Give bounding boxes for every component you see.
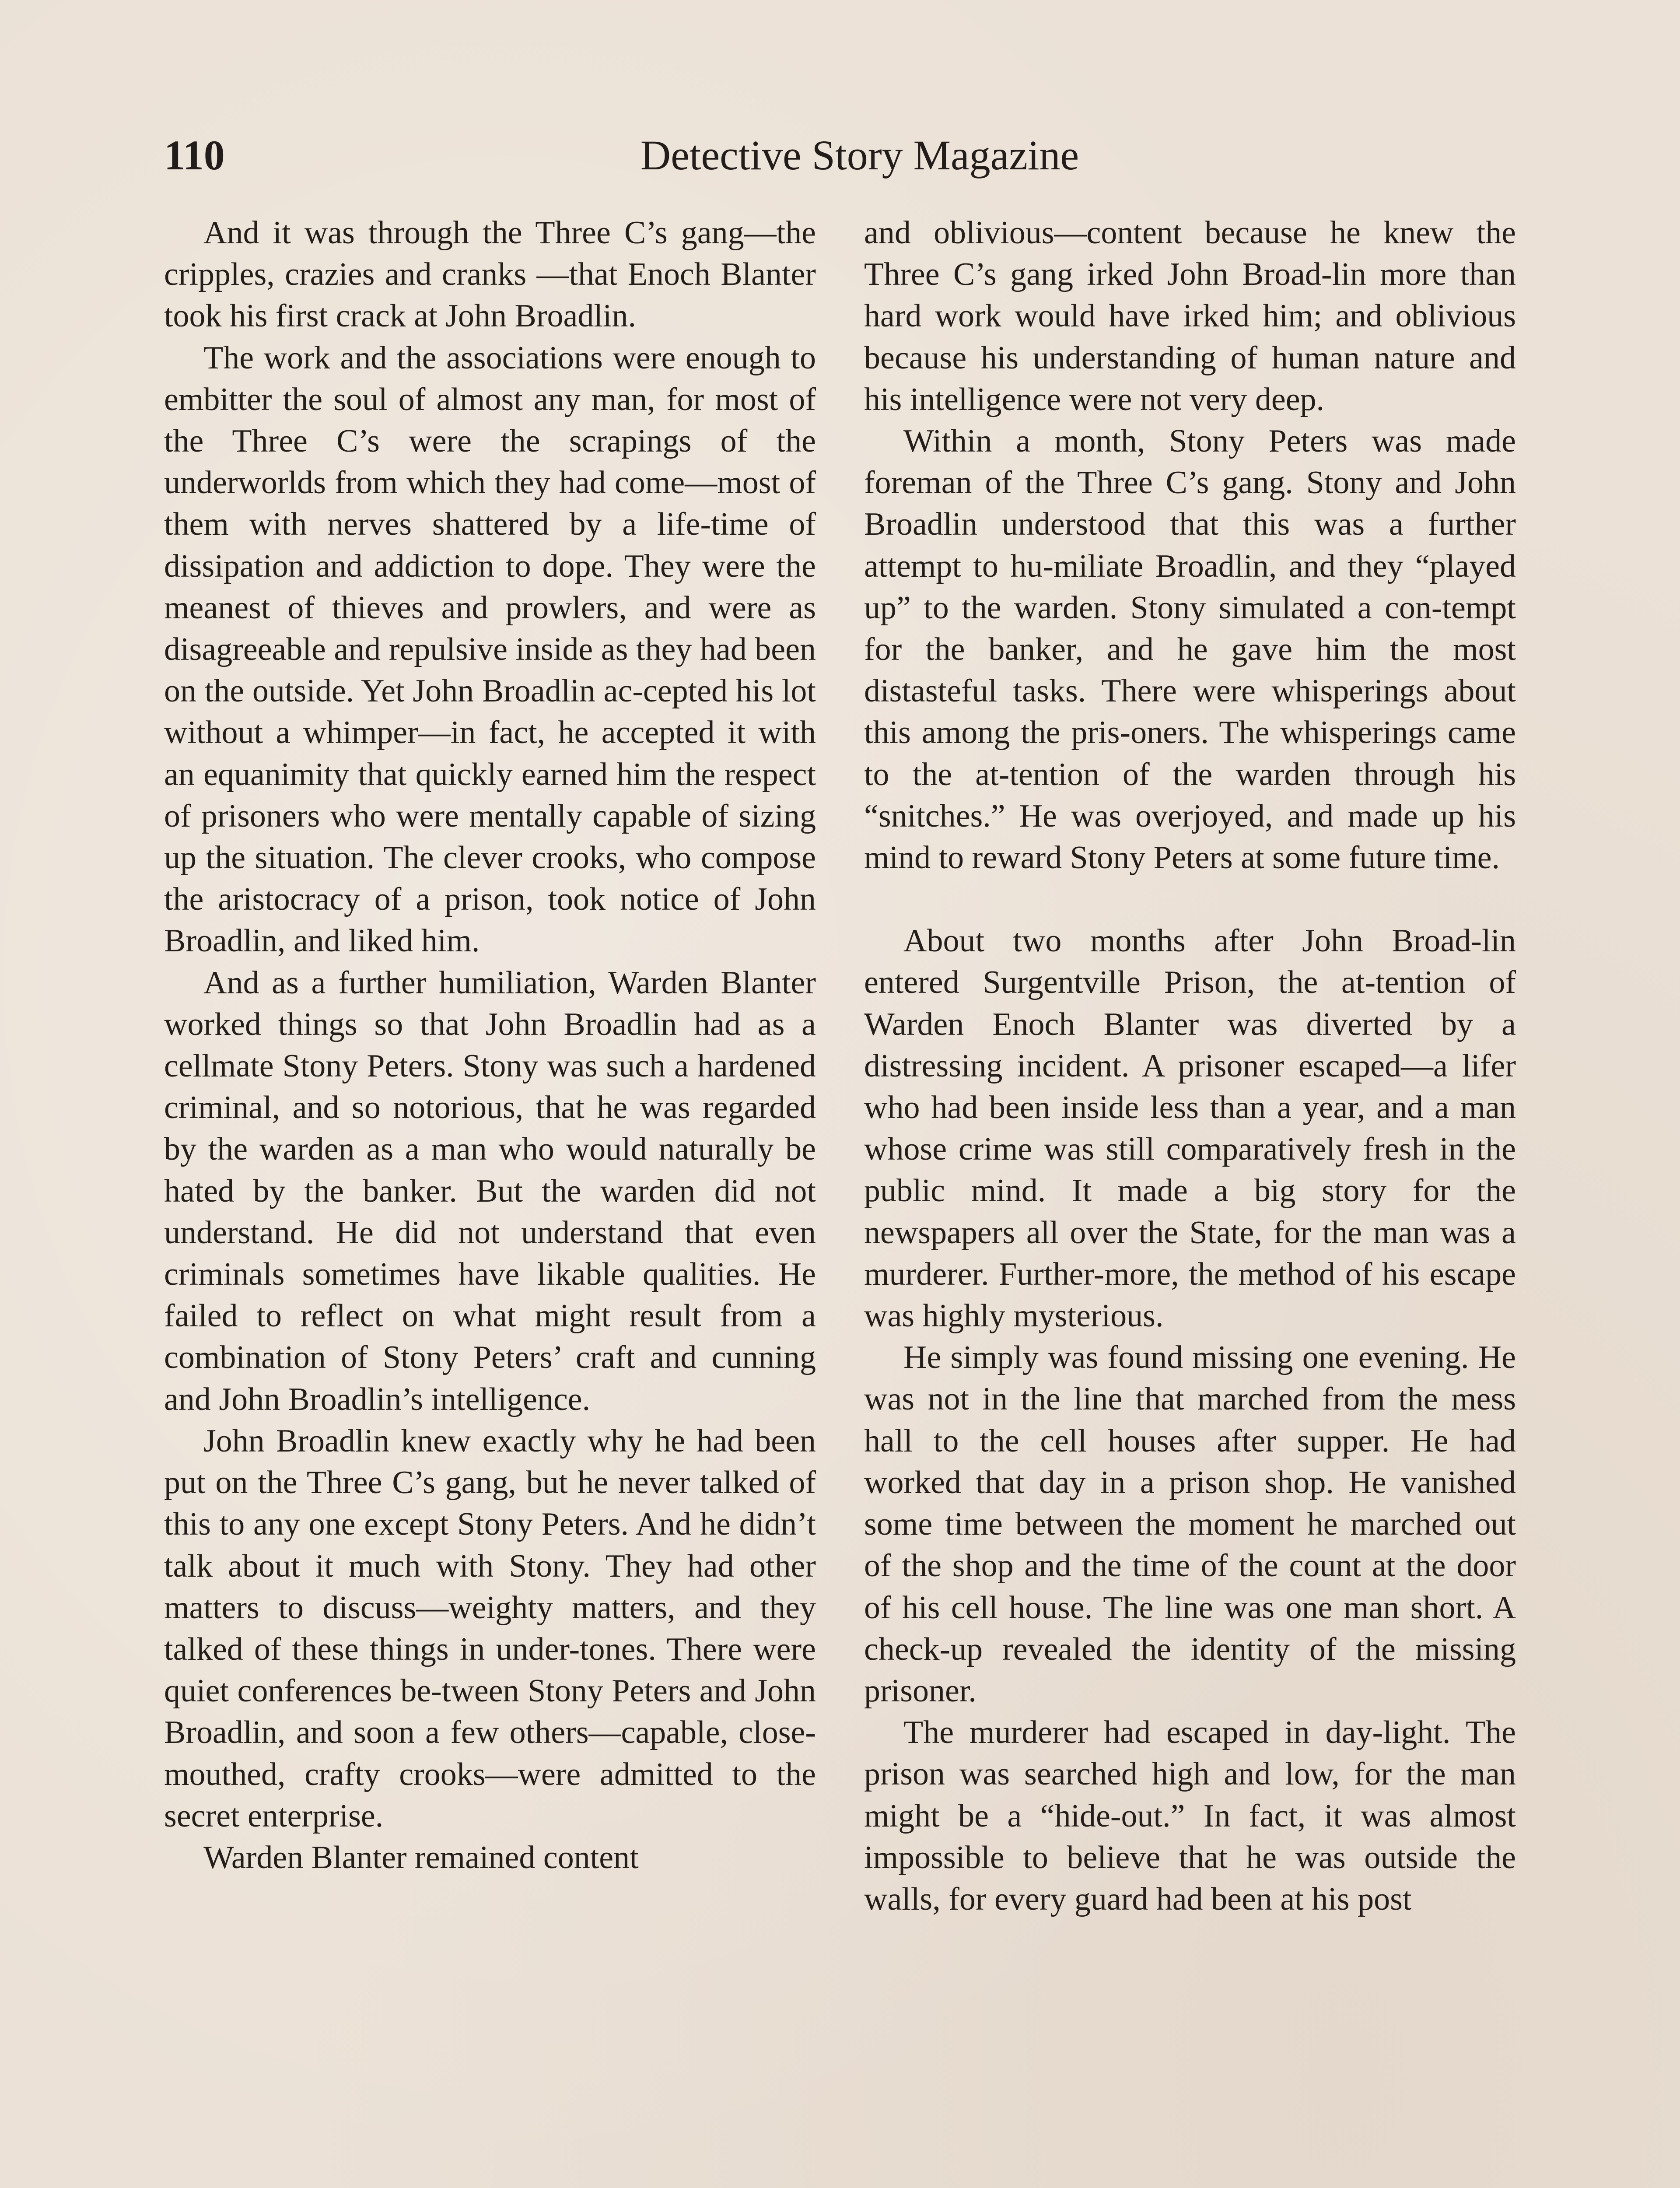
paragraph-continued: and oblivious—content because he knew the Three C’s gang irked John Broad-lin more than hard work would have irked him; and oblivious because his understanding of human nature and his intelligence were not very deep.: [864, 215, 1516, 417]
paragraph: John Broadlin knew exactly why he had been put on the Three C’s gang, but he never talked of this to any one except Stony Peters. And he didn’t talk about it much with Stony. They had other matters to discuss—weighty matters, and they talked of these things in under-tones. There were quiet conferences be-tween Stony Peters and John Broadlin, and soon a few others—capable, close-mouthed, crafty crooks—were admitted to the secret enterprise.: [164, 1423, 816, 1834]
paragraph: And as a further humiliation, Warden Blanter worked things so that John Broadlin had as a cellmate Stony Peters. Stony was such a hardened criminal, and so notorious, that he was regarded by the warden as a man who would naturally be hated by the banker. But the warden did not understand. He did not understand that even criminals sometimes have likable qualities. He failed to reflect on what might result from a combination of Stony Peters’ craft and cunning and John Broadlin’s intelligence.: [164, 964, 816, 1417]
paragraph: He simply was found missing one evening. He was not in the line that marched from the mess hall to the cell houses after supper. He had worked that day in a prison shop. He vanished some time between the moment he marched out of the shop and the time of the count at the door of his cell house. The line was one man short. A check-up revealed the identity of the missing prisoner.: [864, 1339, 1516, 1709]
paragraph: Warden Blanter remained content: [203, 1839, 639, 1876]
paragraph: About two months after John Broad-lin entered Surgentville Prison, the at-tention of Warden Enoch Blanter was diverted by a distressing incident. A prisoner escaped—a lifer who had been inside less than a year, and a man whose crime was still comparatively fresh in the public mind. It made a big story for the newspapers all over the State, for the man was a murderer. Further-more, the method of his escape was highly mysterious.: [864, 923, 1516, 1334]
paragraph: The murderer had escaped in day-light. The prison was searched high and low, for the man might be a “hide-out.” In fact, it was almost impossible to believe that he was outside the walls, for every guard had been at his post: [864, 1715, 1516, 1917]
page-number: 110: [164, 132, 225, 179]
paragraph: And it was through the Three C’s gang—the cripples, crazies and cranks —that Enoch Blanter took his first crack at John Broadlin.: [164, 215, 816, 334]
paragraph: Within a month, Stony Peters was made foreman of the Three C’s gang. Stony and John Broadlin understood that this was a further attempt to hu-miliate Broadlin, and they “played up” to the warden. Stony simulated a con-tempt for the banker, and he gave him the most distasteful tasks. There were whisperings about this among the pris-oners. The whisperings came to the at-tention of the warden through his “snitches.” He was overjoyed, and made up his mind to reward Stony Peters at some future time.: [864, 423, 1516, 876]
page-header: [164, 127, 1520, 184]
right-column: [864, 212, 1516, 1920]
paragraph: The work and the associations were enough to embitter the soul of almost any man, for most of the Three C’s were the scrapings of the underworlds from which they had come—most of them with nerves shattered by a life-time of dissipation and addiction to dope. They were the meanest of thieves and prowlers, and were as disagreeable and repulsive inside as they had been on the outside. Yet John Broadlin ac-cepted his lot without a whimper—in fact, he accepted it with an equanimity that quickly earned him the respect of prisoners who were mentally capable of sizing up the situation. The clever crooks, who compose the aristocracy of a prison, took notice of John Broadlin, and liked him.: [164, 340, 816, 959]
left-column: [164, 212, 816, 1879]
running-head: Detective Story Magazine: [640, 132, 1079, 179]
